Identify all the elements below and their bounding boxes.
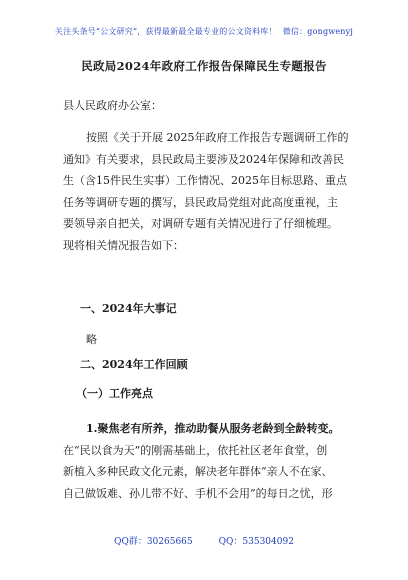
subsection-1-heading: （一）工作亮点 (76, 387, 153, 400)
section-2-heading: 二、2024年工作回顾 (80, 358, 188, 371)
footer-qq: QQ：535304092 (218, 537, 294, 547)
top-banner (0, 26, 408, 37)
footer-qq-group: QQ群：30265665 (114, 537, 193, 547)
banner-promo-text: 关注头条号“公文研究”，获得最新最全最专业的公文资料库！ (54, 27, 277, 36)
document-title: 民政局2024年政府工作报告保障民生专题报告 (81, 59, 327, 73)
intro-line: 生（含15件民生实事）工作情况、2025年目标思路、重点 (63, 174, 347, 188)
item-1-lead: 1.聚焦老有所养，推动助餐从服务老龄到全龄转变。 (86, 422, 340, 435)
section-1-body: 略 (86, 333, 97, 346)
item-1-line: 在“民以食为天”的刚需基础上，依托社区老年食堂，创 (63, 443, 328, 457)
intro-line: 现将相关情况报告如下： (63, 238, 184, 252)
intro-line: 按照《关于开展 2025年政府工作报告专题调研工作的 (86, 131, 349, 144)
item-1-line: 新植入多种民政文化元素，解决老年群体“亲人不在家、 (63, 465, 333, 479)
intro-paragraph (63, 127, 348, 257)
footer (0, 534, 408, 547)
addressee: 县人民政府办公室： (63, 99, 162, 112)
banner-wechat-text: 微信：gongwenyj (282, 27, 354, 36)
item-1-paragraph (63, 418, 348, 504)
intro-line: 任务等调研专题的撰写，县民政局党组对此高度重视，主 (63, 195, 338, 209)
intro-line: 通知》有关要求，县民政局主要涉及2024年保障和改善民 (63, 152, 344, 166)
item-1-line: 自己做饭难、孙儿带不好、手机不会用”的每日之忧，形 (63, 486, 333, 500)
intro-line: 要领导亲自把关，对调研专题有关情况进行了仔细梳理。 (63, 217, 338, 231)
section-1-heading: 一、2024年大事记 (80, 302, 177, 315)
